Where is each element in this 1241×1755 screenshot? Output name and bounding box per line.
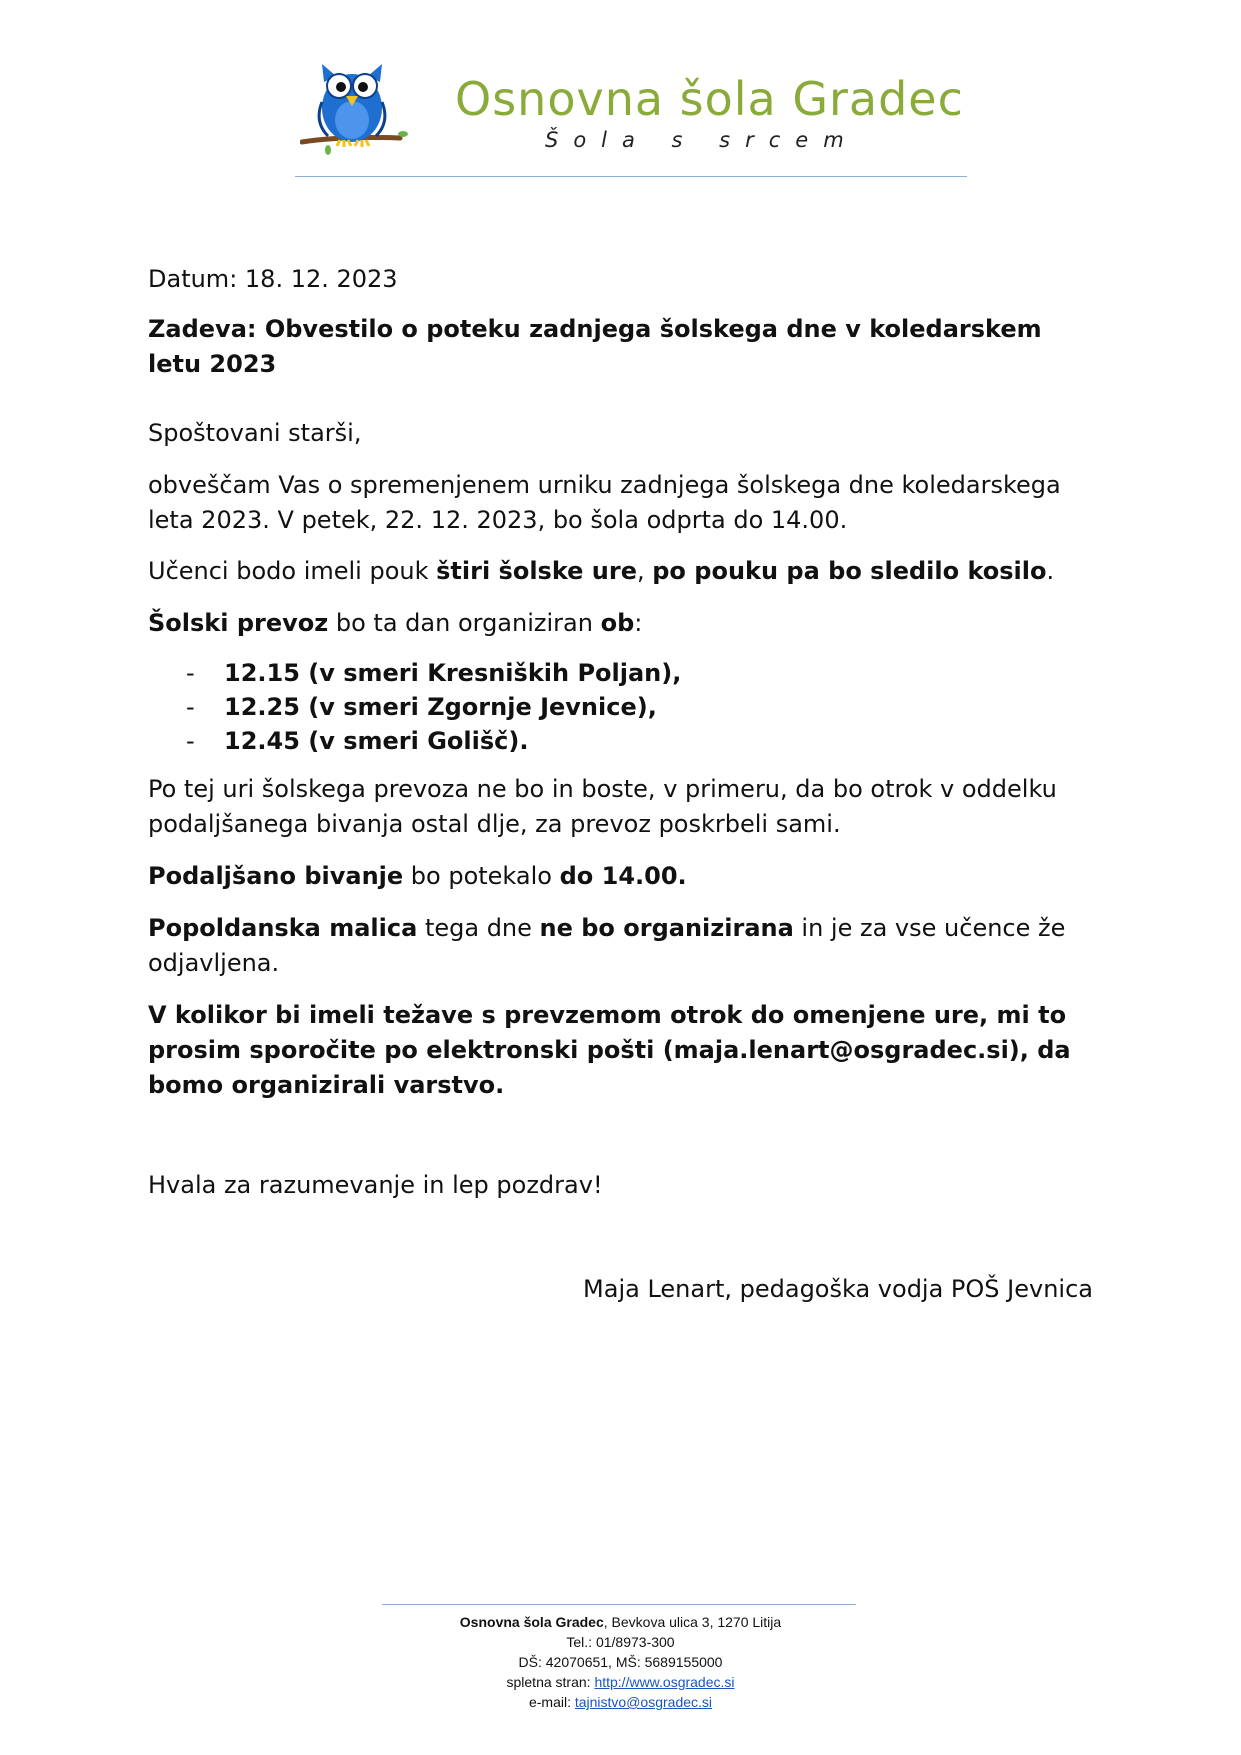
footer-web-line (0, 1672, 1241, 1692)
letter-subject: Zadeva: Obvestilo o poteku zadnjega šolskega dne v koledarskem letu 2023 (148, 315, 1042, 378)
list-item (148, 724, 681, 758)
bold-text: do 14.00. (559, 862, 687, 890)
paragraph-schedule-change: obveščam Vas o spremenjenem urniku zadnjega šolskega dne koledarskega leta 2023. V petek, 22. 12. 2023, bo šola odprta do 14.00. (148, 471, 1061, 534)
footer-address: , Bevkova ulica 3, 1270 Litija (603, 1614, 782, 1630)
list-item (148, 690, 681, 724)
text: bo potekalo (403, 862, 560, 890)
footer-divider (382, 1604, 856, 1605)
paragraph-extended-stay (148, 859, 687, 894)
transport-times-list (148, 656, 681, 758)
paragraph-lessons (148, 554, 1054, 589)
list-item (148, 656, 681, 690)
bold-text: ne bo organizirana (539, 914, 794, 942)
footer-tel: Tel.: 01/8973-300 (566, 1634, 675, 1650)
bold-text: po pouku pa bo sledilo kosilo (652, 557, 1047, 585)
text: : (634, 609, 643, 637)
owl-logo-icon (300, 62, 410, 162)
bold-text: Popoldanska malica (148, 914, 418, 942)
footer-address-line (0, 1612, 1241, 1632)
footer-web-label: spletna stran: (506, 1674, 595, 1690)
paragraph-contact-request: V kolikor bi imeli težave s prevzemom otrok do omenjene ure, mi to prosim sporočite po elektronski pošti (maja.lenart@osgradec.si), da bomo organizirali varstvo. (148, 1001, 1071, 1099)
text: tega dne (417, 914, 540, 942)
list-dash: - (186, 693, 195, 721)
text: Učenci bodo imeli pouk (148, 557, 437, 585)
footer-school-name: Osnovna šola Gradec (459, 1614, 604, 1630)
list-item-text: 12.45 (v smeri Golišč). (224, 727, 529, 755)
letter-date: Datum: 18. 12. 2023 (148, 265, 398, 293)
bold-text: ob (600, 609, 635, 637)
list-dash: - (186, 659, 195, 687)
bold-text: Podaljšano bivanje (148, 862, 404, 890)
text: , (636, 557, 653, 585)
paragraph-transport-intro (148, 606, 642, 641)
text: in je za vse učence že odjavljena. (148, 914, 1066, 977)
letter-signature: Maja Lenart, pedagoška vodja POŠ Jevnica (583, 1275, 1093, 1303)
footer-email-line (0, 1692, 1241, 1712)
school-motto: Šola s srcem (545, 128, 859, 152)
letter-closing: Hvala za razumevanje in lep pozdrav! (148, 1171, 603, 1199)
footer-web-link[interactable]: http://www.osgradec.si (594, 1674, 735, 1690)
bold-text: Šolski prevoz (148, 609, 329, 637)
letter-greeting: Spoštovani starši, (148, 419, 362, 447)
text: bo ta dan organiziran (328, 609, 601, 637)
list-item-text: 12.15 (v smeri Kresniških Poljan), (224, 659, 682, 687)
text: . (1046, 557, 1055, 585)
paragraph-afternoon-snack (148, 911, 1078, 981)
footer (0, 1612, 1241, 1712)
footer-email-label: e-mail: (528, 1694, 575, 1710)
letterhead (0, 0, 1241, 180)
footer-email-link[interactable]: tajnistvo@osgradec.si (574, 1694, 713, 1710)
school-name: Osnovna šola Gradec (455, 72, 964, 126)
footer-ids: DŠ: 42070651, MŠ: 5689155000 (518, 1654, 723, 1670)
list-dash: - (186, 727, 195, 755)
paragraph-no-transport: Po tej uri šolskega prevoza ne bo in boste, v primeru, da bo otrok v oddelku podaljšanega bivanja ostal dlje, za prevoz poskrbeli sami. (148, 775, 1057, 838)
header-divider (295, 176, 967, 177)
bold-text: štiri šolske ure (436, 557, 637, 585)
list-item-text: 12.25 (v smeri Zgornje Jevnice), (224, 693, 657, 721)
